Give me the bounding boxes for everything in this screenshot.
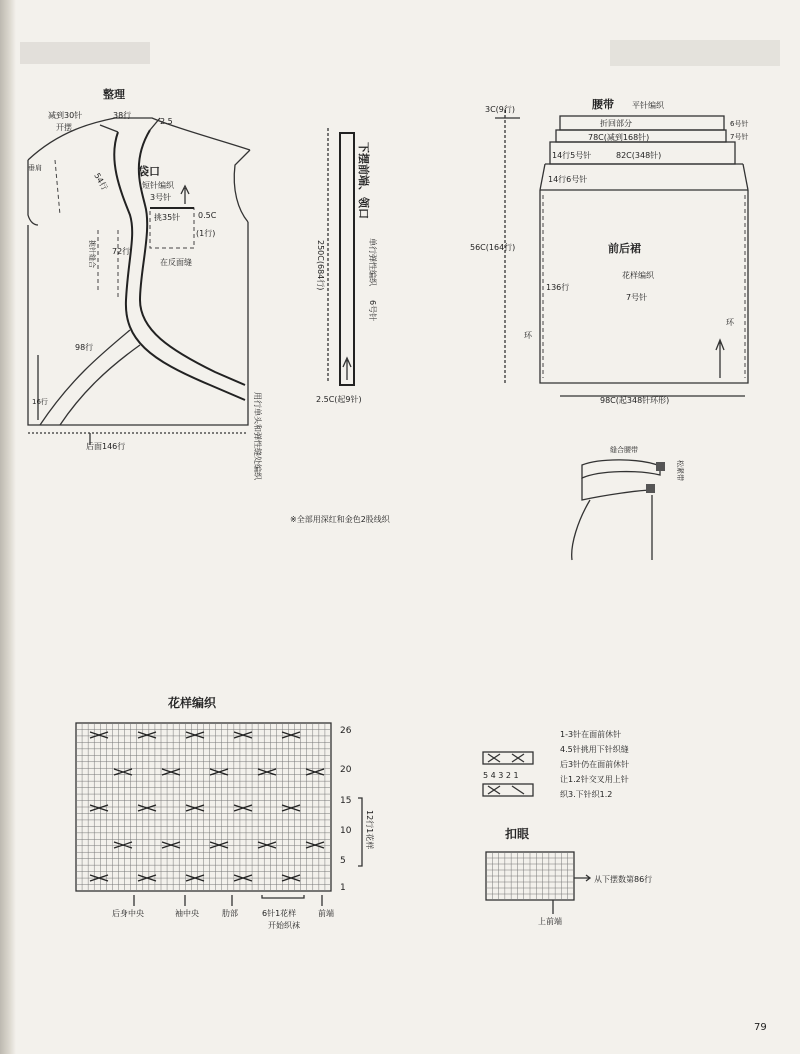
skirt-diagram xyxy=(470,97,748,405)
vest-armhole: 54行 xyxy=(92,171,110,192)
vest-dec-top: 减到30针 xyxy=(48,111,83,120)
cable-cross-mark xyxy=(186,732,204,738)
buttonhole-arrow-label: 从下摆数第86行 xyxy=(594,875,653,884)
cable-cross-mark xyxy=(186,805,204,811)
skirt-arrow xyxy=(716,340,724,378)
cable-cross-mark xyxy=(258,842,276,848)
chart-label-front: 前端 xyxy=(318,909,334,918)
stitch-chart xyxy=(76,695,375,930)
chart-row-5: 5 xyxy=(340,856,346,866)
chart-row-1: 1 xyxy=(340,883,346,893)
yarn-note: ※全部用深红和金色2股线织 xyxy=(290,515,390,524)
vest-rows16: 16行 xyxy=(32,398,48,406)
skirt-rows14-6: 14行6号针 xyxy=(548,175,588,184)
cable-cross-mark xyxy=(306,842,324,848)
cable-cross-mark xyxy=(138,732,156,738)
skirt-title: 前后裙 xyxy=(608,242,641,255)
chart-label-start: 开始织袜 xyxy=(268,921,300,930)
buttonhole-grid xyxy=(486,852,574,900)
skirt-rows136: 136行 xyxy=(546,283,570,292)
waist-fold: 折回部分 xyxy=(600,119,632,128)
cable-cross-mark xyxy=(258,769,276,775)
chart-label-side: 肋部 xyxy=(222,909,238,918)
buttonhole-bottom-label: 上前端 xyxy=(538,917,562,926)
skirt-rows14-5: 14行5号针 xyxy=(552,151,592,160)
pocket-stitch: 短针编织 xyxy=(142,181,174,190)
ghost-header xyxy=(20,42,150,64)
skirt-pattern: 花样编织 xyxy=(622,271,654,280)
legend-line-3: 后3针仍在面前休针 xyxy=(560,760,630,769)
chart-title: 花样编织 xyxy=(168,696,217,710)
vest-title: 整理 xyxy=(103,88,125,101)
cable-cross-mark xyxy=(306,769,324,775)
pocket-rows: (1行) xyxy=(196,229,216,238)
skirt-count82: 82C(348针) xyxy=(616,151,662,160)
elastic-block-2 xyxy=(646,484,655,493)
cable-cross-mark xyxy=(114,769,132,775)
pocket-title: 袋口 xyxy=(138,165,160,178)
legend-line-1: 1-3针在面前休针 xyxy=(560,730,622,739)
pocket-arrow xyxy=(181,186,189,204)
skirt-top-dim: 3C(9行) xyxy=(485,105,516,114)
waist-needle6: 6号针 xyxy=(730,120,749,128)
cable-cross-mark xyxy=(234,805,252,811)
cable-cross-mark xyxy=(162,769,180,775)
chart-row-15: 15 xyxy=(340,796,352,806)
chart-repeat: 12行1花样 xyxy=(365,810,374,850)
buttonhole-title: 扣眼 xyxy=(505,827,530,841)
vest-edge-note: 用行单头和弹性缝处编织 xyxy=(253,392,262,480)
pocket-needle: 3号针 xyxy=(150,193,172,202)
cable-cross-mark xyxy=(282,805,300,811)
elastic-detail xyxy=(572,445,685,560)
legend-line-5: 织3.下针织1.2 xyxy=(560,790,613,799)
legend-numbers: 5 4 3 2 1 xyxy=(483,771,519,780)
waist-stitch: 平针编织 xyxy=(632,101,664,110)
waist-count: 78C(减到168针) xyxy=(588,133,650,142)
band-diagram xyxy=(316,128,378,404)
chart-label-sleeve: 袖中央 xyxy=(175,909,199,918)
vest-shoulder: 38行 xyxy=(113,111,132,120)
vest-dec-bottom: 开摆 xyxy=(56,123,72,132)
vest-rows72: 72行 xyxy=(112,247,131,256)
cable-cross-mark xyxy=(138,805,156,811)
cable-cross-mark xyxy=(90,732,108,738)
cable-cross-mark xyxy=(234,732,252,738)
cable-cross-mark xyxy=(162,842,180,848)
skirt-hem: 98C(起348针环形) xyxy=(600,396,670,405)
cable-cross-mark xyxy=(210,769,228,775)
page-number: 79 xyxy=(754,1022,767,1033)
vest-side-top: 垂肩 xyxy=(28,164,42,172)
waist-title: 腰带 xyxy=(592,98,614,111)
vest-rows98: 98行 xyxy=(75,343,94,352)
skirt-height: 56C(164行) xyxy=(470,243,516,252)
buttonhole-chart xyxy=(486,826,652,926)
waist-needle7: 7号针 xyxy=(730,133,749,141)
band-title: 下摆前端、领口 xyxy=(357,142,370,219)
band-length: 250C(684行) xyxy=(316,240,325,291)
elastic-block-1 xyxy=(656,462,665,471)
chart-label-repeat: 6针1花样 xyxy=(262,909,297,918)
cable-legend xyxy=(483,729,629,799)
ghost-header-right xyxy=(610,40,780,66)
chart-row-10: 10 xyxy=(340,826,352,836)
chart-row-20: 20 xyxy=(340,765,352,775)
vest-diagram xyxy=(28,87,263,481)
vest-back-width: 后面146行 xyxy=(86,442,126,451)
cable-cross-mark xyxy=(90,805,108,811)
elastic-label-1: 缝合腰带 xyxy=(610,446,638,454)
skirt-loop-right: 环 xyxy=(726,318,734,327)
skirt-needle-main: 7号针 xyxy=(626,293,648,302)
elastic-label-2: 松紧带 xyxy=(676,460,684,481)
vest-neck: 2.5 xyxy=(160,117,173,126)
cable-cross-mark xyxy=(210,842,228,848)
pocket-note: 在反面缝 xyxy=(160,258,192,267)
band-stitch: 单行弹性编织 xyxy=(368,238,377,286)
cable-cross-mark xyxy=(282,732,300,738)
band-cast: 2.5C(起9针) xyxy=(316,395,362,404)
legend-line-4: 让1.2针交叉用上针 xyxy=(560,775,629,784)
band-needle: 6号针 xyxy=(368,300,377,322)
chart-label-back: 后身中央 xyxy=(112,909,144,918)
chart-row-26: 26 xyxy=(340,726,352,736)
skirt-loop-left: 环 xyxy=(524,331,532,340)
legend-line-2: 4.5针挑用下针织缝 xyxy=(560,745,629,754)
vest-side-label: 挑针缝合 xyxy=(88,240,96,268)
pocket-depth: 0.5C xyxy=(198,211,217,220)
cable-cross-mark xyxy=(114,842,132,848)
pocket-pick: 挑35针 xyxy=(154,213,181,222)
